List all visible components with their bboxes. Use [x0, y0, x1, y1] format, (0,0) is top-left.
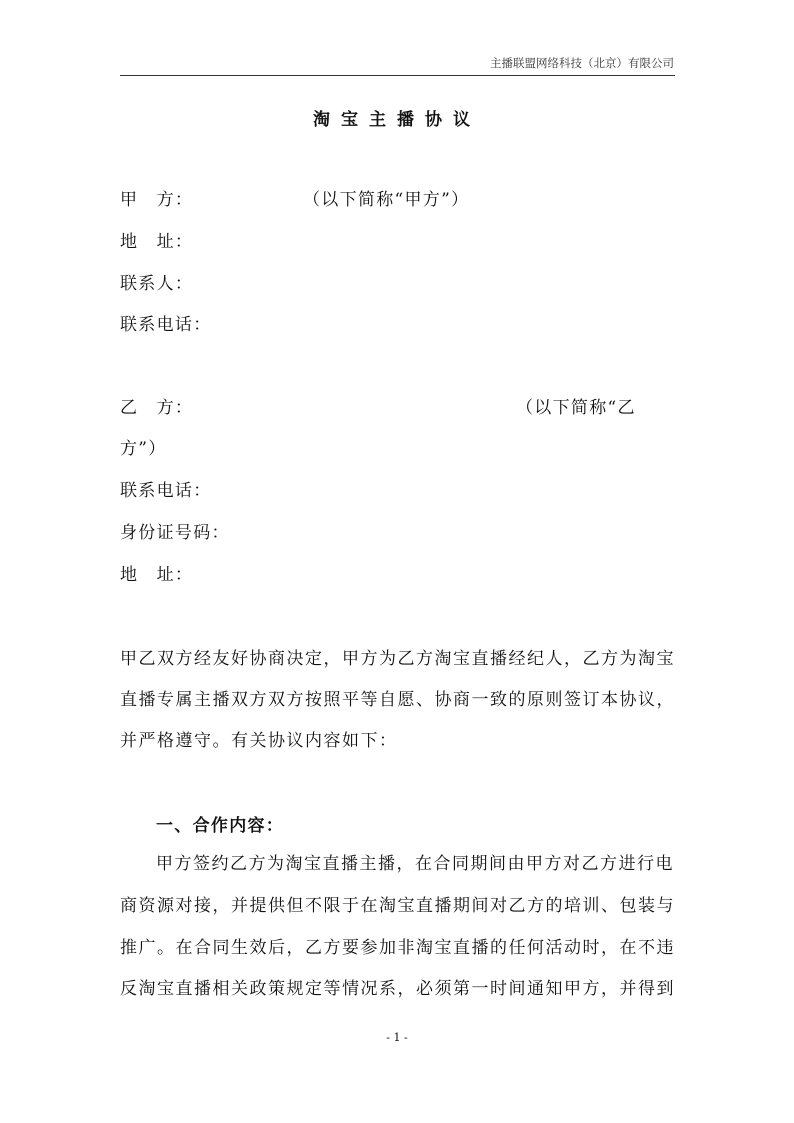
intro-line: 直播专属主播双方双方按照平等自愿、协商一致的原则签订本协议，: [120, 690, 675, 710]
party-b-alias: （以下简称“乙: [516, 398, 636, 418]
section-line: 商资源对接，并提供但不限于在淘宝直播期间对乙方的培训、包装与: [120, 896, 675, 916]
party-a-address-label: 地 址：: [120, 232, 194, 252]
header-rule: [120, 75, 675, 76]
party-b-id-label: 身份证号码：: [120, 523, 230, 543]
intro-line: 并严格遵守。有关协议内容如下：: [120, 731, 398, 751]
party-b-label: 乙 方：: [120, 398, 194, 418]
header-company: 主播联盟网络科技（北京）有限公司: [490, 56, 674, 70]
party-b-address-label: 地 址：: [120, 565, 194, 585]
page-number: - 1 -: [386, 1031, 408, 1044]
party-a-contact-label: 联系人：: [120, 274, 194, 294]
section-line: 甲方签约乙方为淘宝直播主播，在合同期间由甲方对乙方进行电: [156, 854, 674, 874]
party-b-alias-cont: 方”）: [120, 439, 167, 459]
section-heading: 一、合作内容：: [156, 816, 285, 836]
document-title: 淘宝主播协议: [313, 110, 481, 130]
party-a-alias: （以下简称“甲方”）: [303, 190, 470, 210]
section-line: 反淘宝直播相关政策规定等情况系，必须第一时间通知甲方，并得到: [120, 979, 675, 999]
party-b-phone-label: 联系电话：: [120, 481, 212, 501]
party-a-label: 甲 方：: [120, 190, 194, 210]
party-a-phone-label: 联系电话：: [120, 315, 212, 335]
section-line: 推广。在合同生效后，乙方要参加非淘宝直播的任何活动时，在不违: [120, 938, 675, 958]
intro-line: 甲乙双方经友好协商决定，甲方为乙方淘宝直播经纪人，乙方为淘宝: [120, 649, 675, 669]
